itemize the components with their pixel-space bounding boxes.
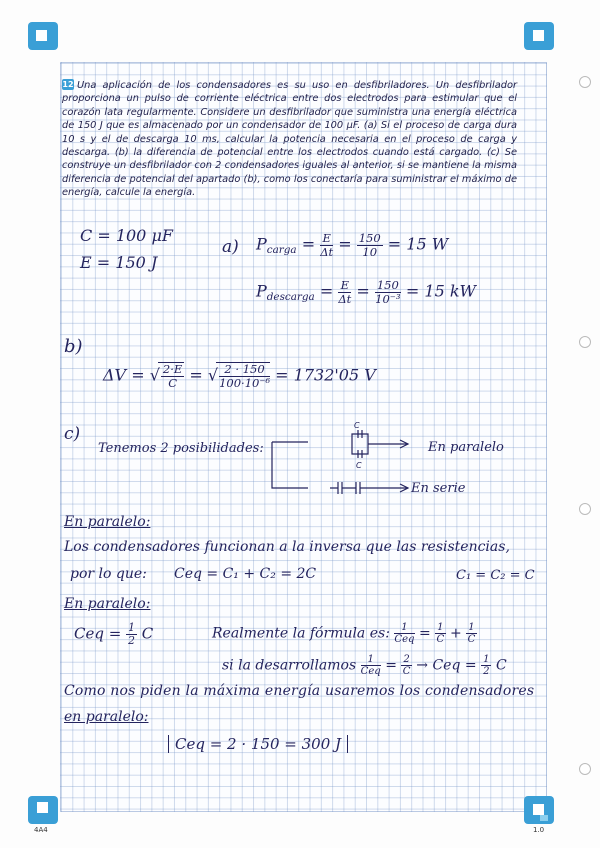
frac-numerator: E — [320, 232, 333, 246]
equals-sign: = — [418, 625, 431, 642]
cap-label-bottom: C — [356, 461, 362, 470]
footer-code-right: 1.0 — [533, 826, 545, 834]
binder-hole — [579, 336, 591, 348]
frac-numerator: 1 — [483, 654, 490, 665]
arrow-result-text: → Ceq = — [416, 657, 477, 674]
power-symbol: P — [256, 234, 267, 254]
corner-marker-top-right — [524, 22, 554, 50]
given-energy: E = 150 J — [80, 253, 158, 272]
heading-parallel: En paralelo: — [64, 514, 151, 530]
develop-text: si la desarrollamos — [222, 657, 357, 674]
frac-denominator: C — [467, 634, 476, 646]
power-charge-subscript: carga — [266, 243, 297, 256]
frac-denominator: 2 — [128, 633, 135, 647]
frac-numerator: 1 — [361, 654, 381, 666]
frac-denominator: Ceq — [394, 634, 415, 646]
fraction-1-over-ceq — [361, 654, 381, 677]
plus-sign: + — [450, 625, 462, 642]
frac-denominator: Δt — [320, 244, 334, 259]
power-symbol: P — [256, 281, 267, 301]
fraction-300-over-c — [219, 363, 270, 389]
option-serie-label: En serie — [411, 481, 466, 496]
binder-hole — [579, 763, 591, 775]
ceq-half-equation — [74, 622, 153, 647]
fraction-e-over-dt — [338, 279, 351, 305]
voltage-equation: ΔV = √ $\frac{2\cdot E}{C}$ = √ $\frac{2 \cdot 150}{\text{100·10⁻⁶}}$ = 1732'05 V — [103, 362, 376, 390]
footer-code-left: 4A4 — [34, 826, 48, 834]
fraction-1-over-c — [435, 622, 445, 645]
frac-denominator: Ceq — [360, 666, 381, 678]
problem-text: Una aplicación de los condensadores es su uso en desfibriladores. Un desfibrilador proporciona un pulso de corriente eléctrica entre dos electrodos para estimular que el corazón lata regularmente. Considere un desfibrilador que suministra una energía eléctrica de 150 J que es almacenado por un condensador de 100 μF. (a) Si el proceso de carga dura 10 s y el de descarga 10 ms, calcular la potencia necesaria en el proceso de carga y descarga. (b) la diferencia de potencial entre los electrodos cuando está cargado. (c) Se construye un desfibrilador con 2 condensadores iguales al anterior, si se mantiene la misma diferencia de potencial del apartado (b), como los conectaría para suministrar el máximo de energía, calcule la energía. — [62, 80, 517, 199]
capacitors-equal-note: C₁ = C₂ = C — [456, 568, 535, 583]
cap-label-top: C — [354, 421, 360, 430]
frac-denominator: 10 — [362, 244, 378, 259]
explanation-line-2: por lo que: — [70, 566, 147, 582]
frac-numerator: 1 — [468, 622, 475, 633]
explanation-line-1: Los condensadores funcionan a la inversa que las resistencias, — [64, 539, 510, 555]
part-b-label: b) — [64, 336, 83, 357]
frac-numerator: 1 — [437, 622, 444, 633]
power-charge-equation: $P_{carga}$ = $\frac{E}{\Delta t}$ = $\frac{150}{10}$ = 15 W — [256, 231, 449, 259]
frac-numerator: 2 · 150 — [219, 363, 270, 377]
ceq-lhs: Ceq = — [74, 624, 122, 643]
real-formula-line — [212, 622, 477, 645]
fraction-one-half — [126, 622, 137, 647]
real-formula-text: Realmente la fórmula es: — [212, 625, 390, 642]
heading-parallel-2: En paralelo: — [64, 596, 151, 612]
part-a-label: a) — [222, 237, 239, 257]
equals-sign: = — [189, 365, 203, 385]
voltage-lhs: ΔV = — [103, 365, 145, 385]
problem-number-badge: 12 — [62, 80, 74, 89]
footer-bar — [540, 815, 548, 821]
voltage-result: = 1732'05 V — [275, 365, 376, 385]
parallel-loop — [352, 434, 368, 454]
binder-hole — [579, 503, 591, 515]
conclusion-parallel: en paralelo: — [64, 709, 149, 725]
corner-marker-bottom-left — [28, 796, 58, 824]
frac-numerator: E — [338, 279, 351, 293]
frac-numerator: 150 — [376, 278, 399, 292]
frac-numerator: 2 — [403, 654, 410, 665]
power-discharge-equation: $P_{descarga}$ = $\frac{E}{\Delta t}$ = $\frac{150}{\text{10⁻³}}$ = 15 kW — [256, 278, 476, 306]
frac-denominator: C — [402, 666, 411, 678]
frac-denominator: 2 — [483, 666, 490, 678]
possibilities-intro: Tenemos 2 posibilidades: — [98, 441, 264, 456]
frac-numerator: 1 — [128, 621, 135, 634]
frac-numerator: 2·E — [162, 362, 183, 376]
power-charge-result: = 15 W — [387, 234, 449, 254]
ceq-parallel-equation: Ceq = C₁ + C₂ = 2C — [174, 566, 317, 582]
final-answer: Ceq = 2 · 150 = 300 J — [168, 735, 348, 753]
sqrt-expression-1 — [158, 362, 184, 389]
problem-statement — [62, 79, 517, 200]
fraction-150-over-10e-3 — [375, 279, 401, 305]
frac-denominator: 100·10⁻⁶ — [219, 375, 271, 390]
power-discharge-result: = 15 kW — [405, 281, 476, 301]
corner-marker-top-left — [28, 22, 58, 50]
frac-denominator: 10⁻³ — [375, 291, 401, 306]
corner-marker-bottom-right — [524, 796, 554, 824]
conclusion-line: Como nos piden la máxima energía usaremos los condensadores — [64, 683, 535, 699]
equals-sign: = — [301, 234, 316, 254]
ceq-c-symbol: C — [495, 657, 507, 674]
fraction-150-over-10 — [357, 232, 383, 258]
fraction-2-over-c — [401, 654, 411, 677]
given-capacitance: C = 100 μF — [80, 226, 173, 245]
fraction-e-over-dt — [320, 232, 333, 258]
part-c-label: c) — [64, 424, 81, 444]
frac-numerator: 150 — [358, 231, 381, 245]
fraction-one-half — [481, 654, 491, 677]
frac-denominator: C — [168, 375, 177, 390]
option-parallel-label: En paralelo — [428, 440, 504, 455]
frac-denominator: Δt — [338, 291, 352, 306]
fraction-1-over-c — [466, 622, 476, 645]
fraction-2e-over-c — [161, 363, 184, 389]
frac-numerator: 1 — [394, 622, 414, 634]
equals-sign: = — [385, 657, 397, 674]
power-discharge-subscript: descarga — [266, 290, 315, 303]
circuit-left-wire — [272, 442, 308, 488]
ceq-c-symbol: C — [141, 624, 154, 643]
binder-hole — [579, 76, 591, 88]
frac-denominator: C — [436, 634, 445, 646]
fraction-1-over-ceq — [394, 622, 414, 645]
series-capacitors — [330, 482, 408, 494]
sqrt-expression-2 — [216, 362, 270, 389]
develop-line — [222, 654, 507, 677]
